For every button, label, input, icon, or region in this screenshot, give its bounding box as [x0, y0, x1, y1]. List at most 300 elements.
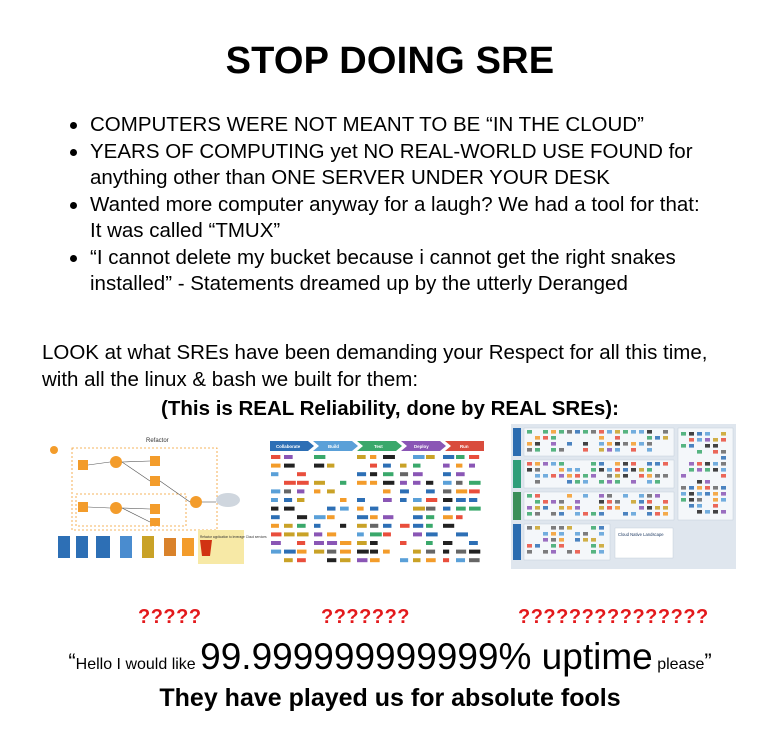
cncf-logo: [543, 436, 548, 440]
tool-logo: [443, 507, 450, 511]
cncf-logo: [689, 504, 694, 508]
cncf-logo: [697, 432, 702, 436]
tool-logo: [284, 507, 295, 511]
cncf-logo: [599, 494, 604, 498]
cncf-logo: [599, 480, 604, 484]
tool-logo: [340, 550, 351, 554]
cncf-logo: [639, 500, 644, 504]
tool-logo: [456, 481, 463, 485]
cncf-logo: [615, 448, 620, 452]
tool-logo: [327, 558, 336, 562]
cncf-logo: [663, 474, 668, 478]
cncf-logo: [647, 462, 652, 466]
look-line1: LOOK at what SREs have been demanding your Respect for all this time,: [42, 341, 708, 364]
tool-logo: [413, 455, 425, 459]
cncf-logo: [647, 430, 652, 434]
cncf-logo: [551, 526, 556, 530]
tool-logo: [426, 498, 437, 502]
tool-logo: [400, 489, 409, 493]
cncf-logo: [559, 544, 564, 548]
cncf-logo: [583, 430, 588, 434]
cncf-logo: [527, 506, 532, 510]
cncf-logo: [647, 512, 652, 516]
tool-logo: [413, 464, 420, 468]
cncf-logo: [615, 474, 620, 478]
tool-logo: [469, 498, 477, 502]
cncf-logo: [551, 474, 556, 478]
cncf-logo: [705, 480, 710, 484]
tool-logo: [297, 481, 309, 485]
cncf-logo: [599, 550, 604, 554]
cncf-logo: [535, 480, 540, 484]
cncf-logo: [575, 430, 580, 434]
cncf-logo: [647, 436, 652, 440]
cncf-logo: [705, 462, 710, 466]
cncf-logo: [543, 430, 548, 434]
cncf-logo: [721, 492, 726, 496]
cncf-logo: [567, 468, 572, 472]
tool-logo: [400, 481, 407, 485]
cncf-logo: [559, 506, 564, 510]
cncf-logo: [705, 432, 710, 436]
tool-logo: [370, 464, 377, 468]
cncf-logo: [713, 462, 718, 466]
cncf-logo: [583, 442, 588, 446]
cncf-logo: [663, 512, 668, 516]
tool-logo: [413, 515, 423, 519]
quote-uptime: 99.999999999999% uptime: [200, 636, 653, 677]
cncf-logo: [559, 532, 564, 536]
devops-landscape-image: [268, 440, 486, 568]
cncf-logo: [681, 498, 686, 502]
cncf-logo: [631, 448, 636, 452]
cncf-logo: [535, 448, 540, 452]
tool-logo: [357, 532, 364, 536]
cncf-logo: [535, 544, 540, 548]
cncf-logo: [551, 462, 556, 466]
tool-logo: [297, 532, 309, 536]
cncf-logo: [639, 494, 644, 498]
cncf-logo: [599, 468, 604, 472]
tool-logo: [469, 464, 475, 468]
landscape-column-label: Collaborate: [276, 444, 301, 449]
tool-logo: [413, 524, 423, 528]
cncf-logo: [647, 506, 652, 510]
tool-logo: [314, 550, 324, 554]
tool-logo: [271, 464, 281, 468]
tool-logo: [383, 550, 390, 554]
bullet-text-line1: “I cannot delete my bucket because i cannot get the right snakes: [90, 245, 676, 269]
cncf-logo: [583, 474, 588, 478]
tool-logo: [469, 481, 481, 485]
cncf-logo: [697, 462, 702, 466]
page-title: STOP DOING SRE: [225, 40, 555, 82]
cncf-logo: [591, 538, 596, 542]
cncf-logo: [713, 504, 718, 508]
cncf-logo: [599, 442, 604, 446]
cncf-logo: [567, 526, 572, 530]
cncf-logo: [713, 510, 718, 514]
cncf-logo: [623, 512, 628, 516]
tool-logo: [327, 489, 335, 493]
cncf-logo: [559, 526, 564, 530]
cncf-logo: [655, 512, 660, 516]
cncf-logo: [535, 436, 540, 440]
tool-logo: [284, 524, 293, 528]
tool-logo: [456, 455, 465, 459]
cncf-logo: [705, 468, 710, 472]
tool-logo: [370, 507, 378, 511]
cncf-logo: [599, 532, 604, 536]
tool-logo: [443, 455, 454, 459]
cncf-logo: [591, 430, 596, 434]
tool-logo: [400, 558, 408, 562]
diagram-title: Refactor: [146, 438, 169, 444]
bullet-item: [62, 245, 762, 298]
tool-logo: [314, 524, 320, 528]
tool-logo: [383, 498, 392, 502]
cncf-logo: [591, 474, 596, 478]
tool-logo: [443, 481, 452, 485]
cncf-logo: [681, 432, 686, 436]
tool-logo: [297, 558, 306, 562]
tool-logo: [271, 472, 278, 476]
tool-logo: [297, 524, 306, 528]
cncf-logo: [721, 462, 726, 466]
cncf-logo: [615, 436, 620, 440]
bullet-text-line2: anything other than ONE SERVER UNDER YOUR DESK: [90, 166, 610, 189]
tool-logo: [357, 550, 369, 554]
tool-logo: [271, 498, 278, 502]
tool-logo: [443, 464, 450, 468]
cncf-logo: [631, 480, 636, 484]
cncf-logo: [615, 462, 620, 466]
cncf-logo: [623, 474, 628, 478]
cncf-logo: [705, 438, 710, 442]
cncf-logo: [647, 500, 652, 504]
cncf-logo: [551, 512, 556, 516]
close-quote-mark: ”: [704, 649, 712, 674]
cncf-logo: [599, 544, 604, 548]
tool-logo: [314, 489, 320, 493]
tool-logo: [383, 455, 395, 459]
cncf-logo: [655, 462, 660, 466]
cncf-logo: [615, 430, 620, 434]
cncf-logo: [663, 500, 668, 504]
tool-logo: [383, 532, 391, 536]
tool-logo: [400, 472, 408, 476]
tool-logo: [469, 558, 480, 562]
tool-logo: [469, 507, 481, 511]
cncf-logo: [551, 532, 556, 536]
tool-logo: [297, 550, 307, 554]
cncf-logo: [591, 462, 596, 466]
tool-logo: [271, 524, 279, 528]
cncf-logo: [583, 480, 588, 484]
cncf-logo: [551, 550, 556, 554]
cncf-logo: [697, 492, 702, 496]
tool-logo: [400, 524, 410, 528]
cncf-logo: [527, 526, 532, 530]
cncf-logo: [575, 512, 580, 516]
cncf-logo: [607, 494, 612, 498]
cncf-logo: [631, 442, 636, 446]
cncf-logo: [567, 506, 572, 510]
tool-logo: [413, 550, 421, 554]
cncf-logo: [591, 526, 596, 530]
tool-logo: [443, 515, 453, 519]
cncf-logo: [599, 500, 604, 504]
tool-logo: [357, 472, 366, 476]
cncf-logo: [543, 462, 548, 466]
tool-logo: [443, 472, 451, 476]
tool-logo: [357, 498, 365, 502]
cncf-logo: [721, 474, 726, 478]
cncf-logo: [697, 486, 702, 490]
tool-logo: [469, 550, 480, 554]
cncf-logo: [663, 436, 668, 440]
cncf-logo: [599, 512, 604, 516]
cncf-logo: [591, 468, 596, 472]
cncf-logo: [575, 550, 580, 554]
tool-logo: [314, 541, 324, 545]
cncf-logo: [551, 538, 556, 542]
cncf-logo: [535, 468, 540, 472]
tool-logo: [383, 464, 391, 468]
cncf-logo: [583, 538, 588, 542]
cncf-logo: [535, 442, 540, 446]
bullet-item: [62, 192, 762, 245]
tool-logo: [284, 550, 296, 554]
tool-logo: [271, 507, 278, 511]
cncf-logo: [543, 550, 548, 554]
closing-line: They have played us for absolute fools: [159, 684, 621, 712]
tool-logo: [370, 532, 382, 536]
tool-logo: [370, 515, 378, 519]
cncf-logo: [639, 430, 644, 434]
tool-logo: [340, 498, 347, 502]
cncf-logo: [655, 436, 660, 440]
tool-logo: [383, 489, 391, 493]
tool-logo: [284, 489, 291, 493]
tool-logo: [400, 464, 407, 468]
cncf-logo: [527, 494, 532, 498]
cncf-logo: [721, 468, 726, 472]
cncf-logo: [623, 462, 628, 466]
tool-logo: [327, 515, 335, 519]
cncf-logo: [655, 474, 660, 478]
tool-logo: [443, 558, 449, 562]
cncf-logo: [607, 430, 612, 434]
cncf-logo: [689, 438, 694, 442]
cncf-logo: [631, 512, 636, 516]
tool-logo: [383, 472, 393, 476]
cncf-logo: [623, 442, 628, 446]
cncf-logo: [697, 468, 702, 472]
tool-logo: [400, 541, 406, 545]
cncf-logo: [551, 500, 556, 504]
cncf-logo: [689, 492, 694, 496]
cncf-logo: [527, 512, 532, 516]
cncf-logo: [559, 512, 564, 516]
cncf-logo: [599, 506, 604, 510]
cncf-logo: [551, 442, 556, 446]
cncf-logo: [567, 442, 572, 446]
tool-logo: [370, 558, 380, 562]
cncf-logo: [681, 444, 686, 448]
cncf-logo: [697, 450, 702, 454]
tool-logo: [271, 541, 281, 545]
look-paragraph: [42, 340, 762, 393]
cncf-logo: [559, 538, 564, 542]
tool-logo: [443, 550, 449, 554]
cncf-logo: [527, 430, 532, 434]
quote-prefix: Hello I would like: [75, 656, 201, 673]
tool-logo: [383, 524, 391, 528]
cncf-logo: [527, 442, 532, 446]
cncf-logo: [583, 512, 588, 516]
tool-logo: [297, 472, 306, 476]
cncf-logo: [663, 462, 668, 466]
cncf-logo: [607, 480, 612, 484]
cncf-logo: [639, 474, 644, 478]
cncf-logo: [623, 468, 628, 472]
cncf-logo: [615, 468, 620, 472]
tool-logo: [271, 515, 280, 519]
tool-logo: [314, 464, 324, 468]
tool-logo: [443, 489, 451, 493]
cncf-logo: [607, 506, 612, 510]
tool-logo: [357, 507, 364, 511]
tool-logo: [370, 481, 377, 485]
bullet-text-line1: Wanted more computer anyway for a laugh? We had a tool for that:: [90, 192, 700, 216]
cncf-logo: [655, 480, 660, 484]
cncf-logo: [591, 512, 596, 516]
landscape-column-label: Run: [460, 444, 469, 449]
cncf-logo: [543, 506, 548, 510]
tool-logo: [271, 455, 280, 459]
uptime-quote: [0, 636, 780, 678]
tool-logo: [340, 541, 351, 545]
cncf-logo: [599, 462, 604, 466]
cncf-logo: [535, 506, 540, 510]
cncf-logo: [599, 430, 604, 434]
cncf-logo: [721, 456, 726, 460]
tool-logo: [426, 541, 433, 545]
cncf-logo: [655, 506, 660, 510]
cncf-logo: [559, 500, 564, 504]
cncf-logo: [527, 544, 532, 548]
cncf-logo: [647, 494, 652, 498]
cncf-logo: [575, 538, 580, 542]
look-line2: with all the linux & bash we built for them:: [42, 367, 419, 391]
tool-logo: [426, 455, 435, 459]
cncf-logo: [631, 500, 636, 504]
cncf-logo: [681, 492, 686, 496]
tool-logo: [370, 455, 376, 459]
cncf-logo: [705, 510, 710, 514]
cncf-logo: [607, 474, 612, 478]
aws-architecture-diagram-image: [48, 432, 267, 567]
tool-logo: [271, 489, 280, 493]
cncf-logo: [647, 468, 652, 472]
question-marks-3: ???????????????: [518, 606, 709, 628]
tool-logo: [370, 472, 377, 476]
cncf-title: Cloud Native Landscape: [618, 532, 664, 537]
tool-logo: [297, 498, 304, 502]
cncf-logo: [543, 538, 548, 542]
cncf-logo: [647, 448, 652, 452]
tool-logo: [443, 498, 452, 502]
cncf-logo: [681, 486, 686, 490]
cncf-logo: [567, 474, 572, 478]
cncf-logo: [615, 480, 620, 484]
question-marks-2: ???????: [321, 606, 411, 628]
cncf-logo: [559, 462, 564, 466]
cncf-logo: [631, 468, 636, 472]
tool-logo: [426, 558, 436, 562]
tool-logo: [413, 532, 422, 536]
tool-logo: [271, 532, 281, 536]
cloud-native-landscape-image: [511, 424, 736, 569]
open-quote-mark: “: [68, 649, 76, 674]
cncf-logo: [607, 500, 612, 504]
cncf-logo: [681, 474, 686, 478]
cncf-logo: [713, 498, 718, 502]
tool-logo: [469, 541, 478, 545]
tool-logo: [327, 541, 337, 545]
tool-logo: [456, 558, 465, 562]
cncf-logo: [713, 444, 718, 448]
tool-logo: [314, 481, 325, 485]
cncf-logo: [713, 438, 718, 442]
tool-logo: [456, 489, 467, 493]
diagram-note: Refactor application to leverage Cloud services: [200, 535, 267, 539]
tool-logo: [426, 532, 438, 536]
tool-logo: [456, 498, 466, 502]
cncf-logo: [623, 494, 628, 498]
cncf-logo: [575, 532, 580, 536]
cncf-logo: [647, 480, 652, 484]
cncf-logo: [551, 436, 556, 440]
cncf-logo: [721, 498, 726, 502]
cncf-logo: [567, 550, 572, 554]
cncf-logo: [559, 468, 564, 472]
cncf-logo: [713, 492, 718, 496]
cncf-logo: [583, 494, 588, 498]
tool-logo: [370, 541, 378, 545]
bullet-item: [62, 139, 762, 192]
cncf-logo: [713, 468, 718, 472]
cncf-logo: [647, 442, 652, 446]
landscape-column-label: Test: [374, 444, 383, 449]
tool-logo: [383, 481, 394, 485]
tool-logo: [456, 515, 463, 519]
tool-logo: [413, 498, 422, 502]
tool-logo: [284, 481, 296, 485]
tool-logo: [426, 524, 433, 528]
tool-logo: [413, 481, 420, 485]
cncf-logo: [543, 500, 548, 504]
tool-logo: [284, 464, 295, 468]
tool-logo: [340, 481, 346, 485]
landscape-column-label: Build: [328, 444, 339, 449]
cncf-logo: [721, 450, 726, 454]
cncf-logo: [535, 474, 540, 478]
tool-logo: [357, 481, 367, 485]
tool-logo: [284, 455, 293, 459]
cncf-logo: [535, 526, 540, 530]
